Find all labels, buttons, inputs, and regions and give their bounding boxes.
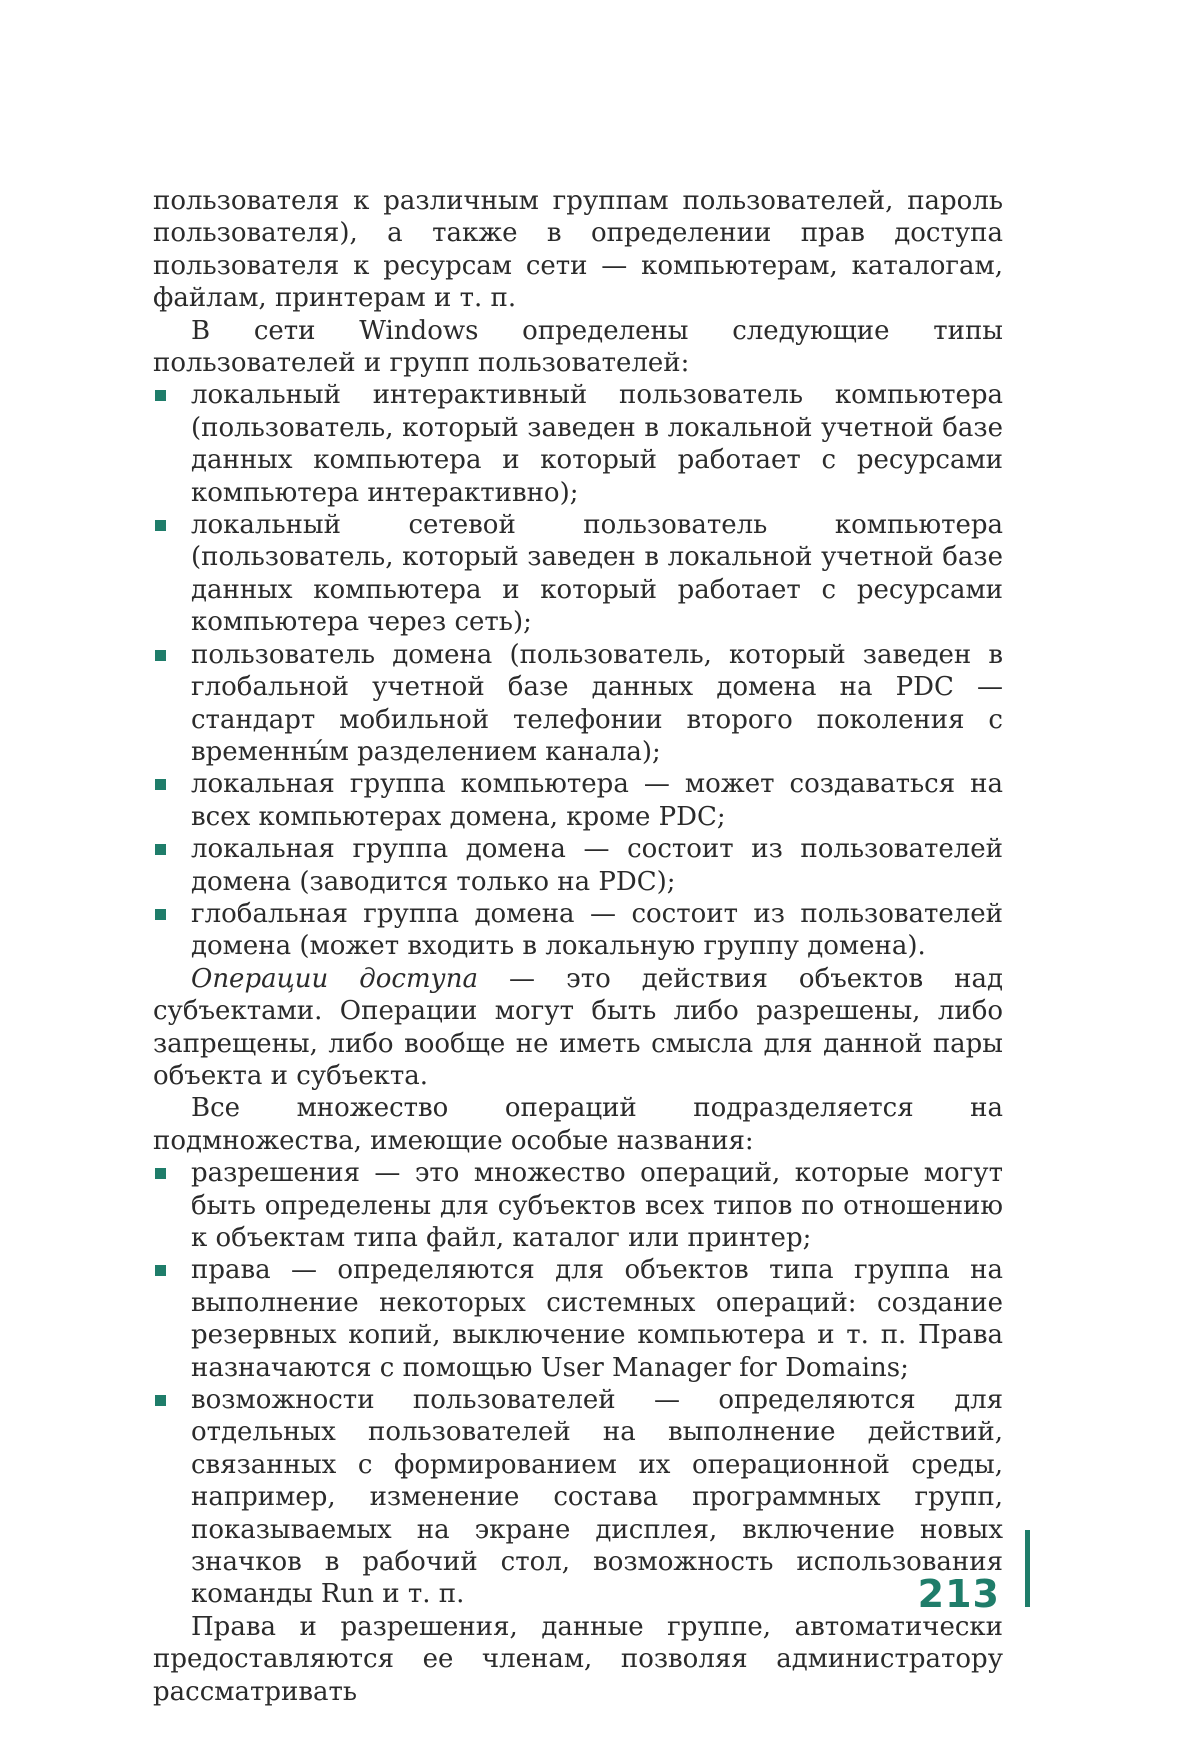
list-item: возможности пользователей — определяются для отдельных пользователей на выполнение действий, связанных с формированием их операционной среды, например, изменение состава программных групп, показываемых на экране дисплея, включение новых значков в рабочий стол, возможность использования команды Run и т. п. xyxy=(153,1384,1003,1611)
bullet-icon xyxy=(155,520,166,531)
margin-rule xyxy=(1025,1530,1030,1607)
list-item: локальный сетевой пользователь компьютера (пользователь, который заведен в локальной учетной базе данных компьютера и который работает с ресурсами компьютера через сеть); xyxy=(153,509,1003,639)
bullet-icon xyxy=(155,1168,166,1179)
paragraph-user-types-intro: В сети Windows определены следующие типы пользователей и групп пользователей: xyxy=(153,315,1003,379)
bullet-icon xyxy=(155,909,166,920)
paragraph-continuation: пользователя к различным группам пользователей, пароль пользователя), а также в определении прав доступа пользователя к ресурсам сети — компьютерам, каталогам, файлам, принтерам и т. п. xyxy=(153,186,1003,314)
operation-subsets-list xyxy=(153,1157,1003,1611)
paragraph-access-operations xyxy=(153,963,1003,1093)
list-item: пользователь домена (пользователь, который заведен в глобальной учетной базе данных домена на PDC — стандарт мобильной телефонии второго поколения с временны́м разделением канала); xyxy=(153,639,1003,769)
paragraph-subsets-intro: Все множество операций подразделяется на подмножества, имеющие особые названия: xyxy=(153,1093,1003,1156)
bullet-icon xyxy=(155,1265,166,1276)
list-item: глобальная группа домена — состоит из пользователей домена (может входить в локальную группу домена). xyxy=(153,898,1003,963)
definition-access-operations: — это действия объектов над субъектами. Операции могут быть либо разрешены, либо запрещены, либо вообще не иметь смысла для данной пары объекта и субъекта. xyxy=(153,963,1003,1091)
user-types-list xyxy=(153,379,1003,962)
list-item: локальная группа компьютера — может создаваться на всех компьютерах домена, кроме PDC; xyxy=(153,768,1003,833)
page-body xyxy=(153,185,1003,1708)
bullet-icon xyxy=(155,390,166,401)
list-item: локальная группа домена — состоит из пользователей домена (заводится только на PDC); xyxy=(153,833,1003,898)
list-item: локальный интерактивный пользователь компьютера (пользователь, который заведен в локальной учетной базе данных компьютера и который работает с ресурсами компьютера интерактивно); xyxy=(153,379,1003,509)
bullet-icon xyxy=(155,1395,166,1406)
page-number: 213 xyxy=(917,1572,1000,1616)
term-access-operations: Операции доступа xyxy=(191,963,478,994)
bullet-icon xyxy=(155,650,166,661)
list-item: разрешения — это множество операций, которые могут быть определены для субъектов всех типов по отношению к объектам типа файл, каталог или принтер; xyxy=(153,1157,1003,1254)
paragraph-closing: Права и разрешения, данные группе, автоматически предоставляются ее членам, позволяя администратору рассматривать xyxy=(153,1611,1003,1707)
list-item: права — определяются для объектов типа группа на выполнение некоторых системных операций: создание резервных копий, выключение компьютера и т. п. Права назначаются с помощью User Manager for Domains; xyxy=(153,1254,1003,1384)
bullet-icon xyxy=(155,779,166,790)
bullet-icon xyxy=(155,844,166,855)
